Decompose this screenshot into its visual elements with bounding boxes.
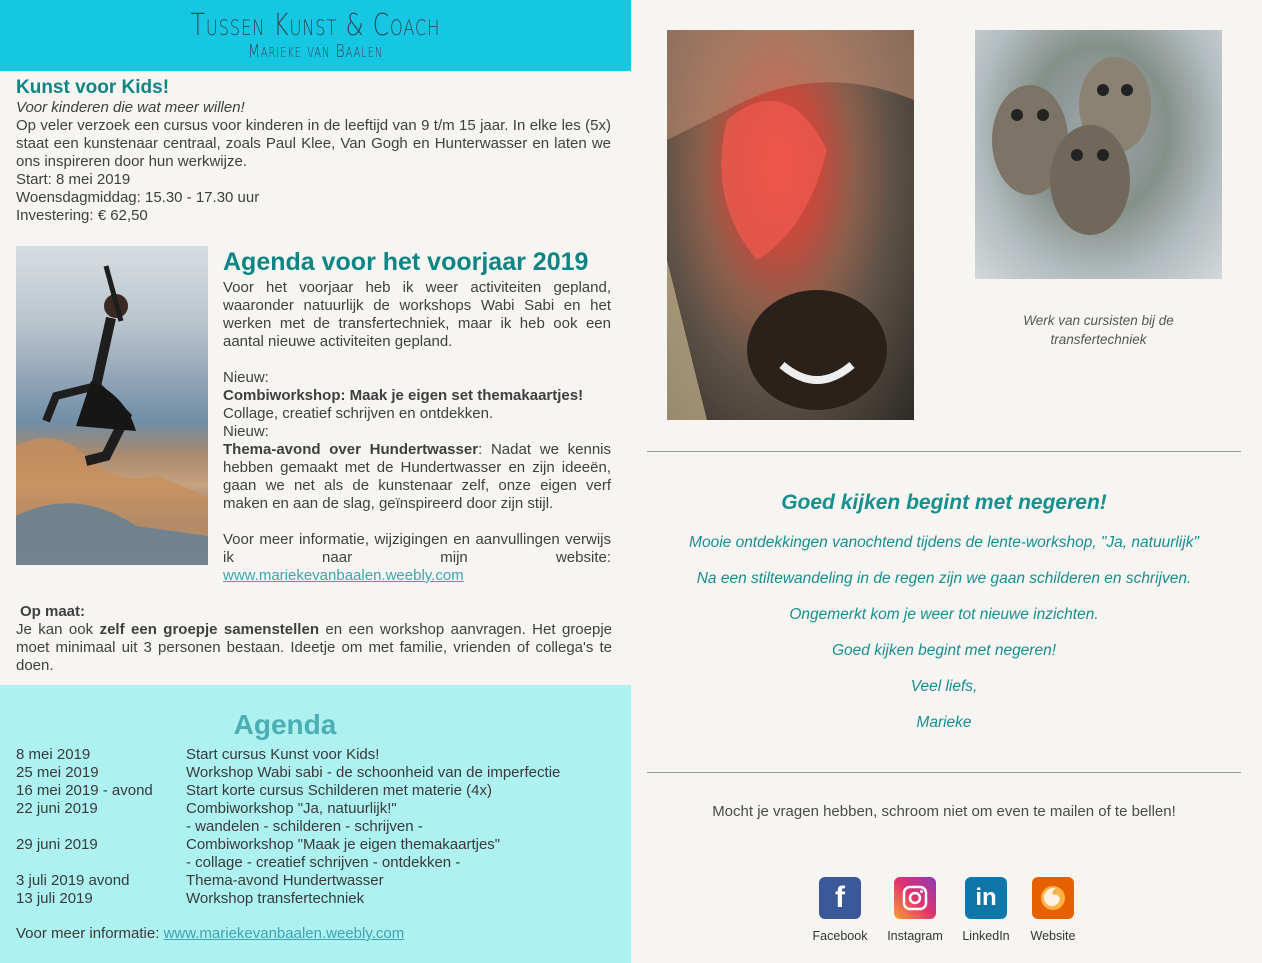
agenda-row xyxy=(16,800,560,818)
firefox-icon[interactable] xyxy=(1032,877,1074,919)
quote-line: Goed kijken begint met negeren! xyxy=(831,642,1057,659)
new2-title: Thema-avond over Hundertwasser xyxy=(223,441,479,458)
agenda-row-event: Workshop Wabi sabi - de schoonheid van de imperfectie xyxy=(186,764,561,781)
agenda-rows xyxy=(16,746,560,908)
op-maat-section xyxy=(16,603,612,675)
website-label: Website xyxy=(1030,929,1076,943)
agenda-title: Agenda xyxy=(233,709,337,740)
spring-agenda-title: Agenda voor het voorjaar 2019 xyxy=(223,248,589,276)
agenda-row-event: Workshop transfertechniek xyxy=(186,890,365,907)
brand-subtitle: Marieke van Baalen xyxy=(247,41,384,62)
new2-label: Nieuw: xyxy=(223,423,269,440)
kids-title: Kunst voor Kids! xyxy=(16,77,170,98)
spring-agenda-text xyxy=(223,246,611,585)
agenda-row-date: 25 mei 2019 xyxy=(16,764,99,781)
agenda-more-info xyxy=(16,925,404,942)
linkedin-icon[interactable]: in xyxy=(965,877,1007,919)
linkedin-label: LinkedIn xyxy=(962,929,1010,943)
spring-intro: Voor het voorjaar heb ik weer activiteiten gepland, waaronder natuurlijk de workshops Wabi Sabi en het werken met de transfertechniek, maar ik heb ook een aantal nieuwe activiteiten gepland. xyxy=(223,279,611,350)
quote-section xyxy=(647,489,1241,749)
new1-title: Combiworkshop: Maak je eigen set themakaartjes! xyxy=(223,387,584,404)
agenda-row-event: Start korte cursus Schilderen met materie (4x) xyxy=(186,782,492,799)
new1-desc: Collage, creatief schrijven en ontdekken. xyxy=(223,405,494,422)
agenda-row-date xyxy=(16,818,186,836)
divider-top xyxy=(647,451,1241,452)
collage-dancer-image xyxy=(16,246,208,565)
new2-paragraph xyxy=(223,441,611,513)
agenda-row-date xyxy=(16,854,186,872)
kids-subtitle: Voor kinderen die wat meer willen! xyxy=(16,99,245,116)
divider-bottom xyxy=(647,772,1241,773)
header-banner xyxy=(0,0,631,71)
right-column xyxy=(631,0,1262,963)
agenda-row-date: 8 mei 2019 xyxy=(16,746,91,763)
kids-price: Investering: € 62,50 xyxy=(16,207,148,224)
quote-line: Mooie ontdekkingen vanochtend tijdens de lente-workshop, "Ja, natuurlijk" xyxy=(689,534,1199,551)
website-link-icon[interactable] xyxy=(1008,877,1098,943)
quote-line: Na een stiltewandeling in de regen zijn we gaan schilderen en schrijven. xyxy=(696,570,1192,587)
op-maat-post: en een workshop aanvragen. Het groepje moet minimaal uit 3 personen bestaan. Ideetje om met familie, vrienden of collega's te doen. xyxy=(16,621,613,674)
op-maat-bold: zelf een groepje samenstellen xyxy=(99,621,319,638)
facebook-icon[interactable]: f xyxy=(819,877,861,919)
facebook-label: Facebook xyxy=(812,929,868,943)
brand-title: Tussen Kunst & Coach xyxy=(190,8,441,43)
new1-label: Nieuw: xyxy=(223,369,269,386)
instagram-label: Instagram xyxy=(887,929,943,943)
agenda-row-date: 22 juni 2019 xyxy=(16,800,98,817)
agenda-row-date: 16 mei 2019 - avond xyxy=(16,782,153,799)
agenda-row-event: - collage - creatief schrijven - ontdekken - xyxy=(186,854,461,871)
agenda-row-event: Combiworkshop "Maak je eigen themakaartjes" xyxy=(186,836,501,853)
website-link[interactable]: www.mariekevanbaalen.weebly.com xyxy=(223,567,464,584)
agenda-row-date: 3 juli 2019 avond xyxy=(16,872,130,889)
agenda-row xyxy=(16,890,560,908)
agenda-row-date: 13 juli 2019 xyxy=(16,890,93,907)
artwork-owls-image xyxy=(975,30,1222,279)
agenda-row-event: - wandelen - schilderen - schrijven - xyxy=(186,818,423,835)
op-maat-body xyxy=(16,621,612,675)
kids-body: Op veler verzoek een cursus voor kinderen in de leeftijd van 9 t/m 15 jaar. In elke les (5x) staat een kunstenaar centraal, zoals Paul Klee, Van Gogh en Hunterwasser en laten we ons inspireren door hun werkwijze. xyxy=(16,117,611,170)
agenda-row xyxy=(16,818,560,836)
quote-line: Veel liefs, xyxy=(910,678,978,695)
artwork-face-image xyxy=(667,30,914,420)
agenda-row xyxy=(16,746,560,764)
kids-time: Woensdagmiddag: 15.30 - 17.30 uur xyxy=(16,189,260,206)
instagram-icon[interactable] xyxy=(894,877,936,919)
op-maat-pre: Je kan ook xyxy=(16,621,100,638)
more-info-text: Voor meer informatie, wijzigingen en aanvullingen verwijs ik naar mijn website: xyxy=(223,531,611,566)
quote-title: Goed kijken begint met negeren! xyxy=(781,491,1107,514)
agenda-row-event: Combiworkshop "Ja, natuurlijk!" xyxy=(186,800,397,817)
agenda-row-event: Start cursus Kunst voor Kids! xyxy=(186,746,380,763)
kids-start: Start: 8 mei 2019 xyxy=(16,171,131,188)
new2-desc: : Nadat we kennis hebben gemaakt met de Hundertwasser en zijn ideeën, gaan we net als de kunstenaar zelf, onze eigen verf maken en aan de slag, geïnspireerd door zijn stijl. xyxy=(223,441,612,512)
agenda-row xyxy=(16,872,560,890)
agenda-row xyxy=(16,782,560,800)
contact-text: Mocht je vragen hebben, schroom niet om even te mailen of te bellen! xyxy=(712,803,1176,820)
kids-section xyxy=(0,71,631,225)
agenda-row xyxy=(16,764,560,782)
agenda-row xyxy=(16,836,560,854)
quote-signature: Marieke xyxy=(916,714,972,731)
agenda-website-link[interactable]: www.mariekevanbaalen.weebly.com xyxy=(163,925,405,942)
agenda-row-event: Thema-avond Hundertwasser xyxy=(186,872,384,889)
quote-line: Ongemerkt kom je weer tot nieuwe inzichten. xyxy=(789,606,1099,623)
agenda-row-date: 29 juni 2019 xyxy=(16,836,98,853)
gallery-caption: Werk van cursisten bij de transfertechniek xyxy=(1023,313,1174,347)
agenda-table-section xyxy=(0,685,631,963)
agenda-row xyxy=(16,854,560,872)
agenda-more-label: Voor meer informatie: xyxy=(16,925,164,942)
op-maat-title: Op maat: xyxy=(20,603,86,620)
